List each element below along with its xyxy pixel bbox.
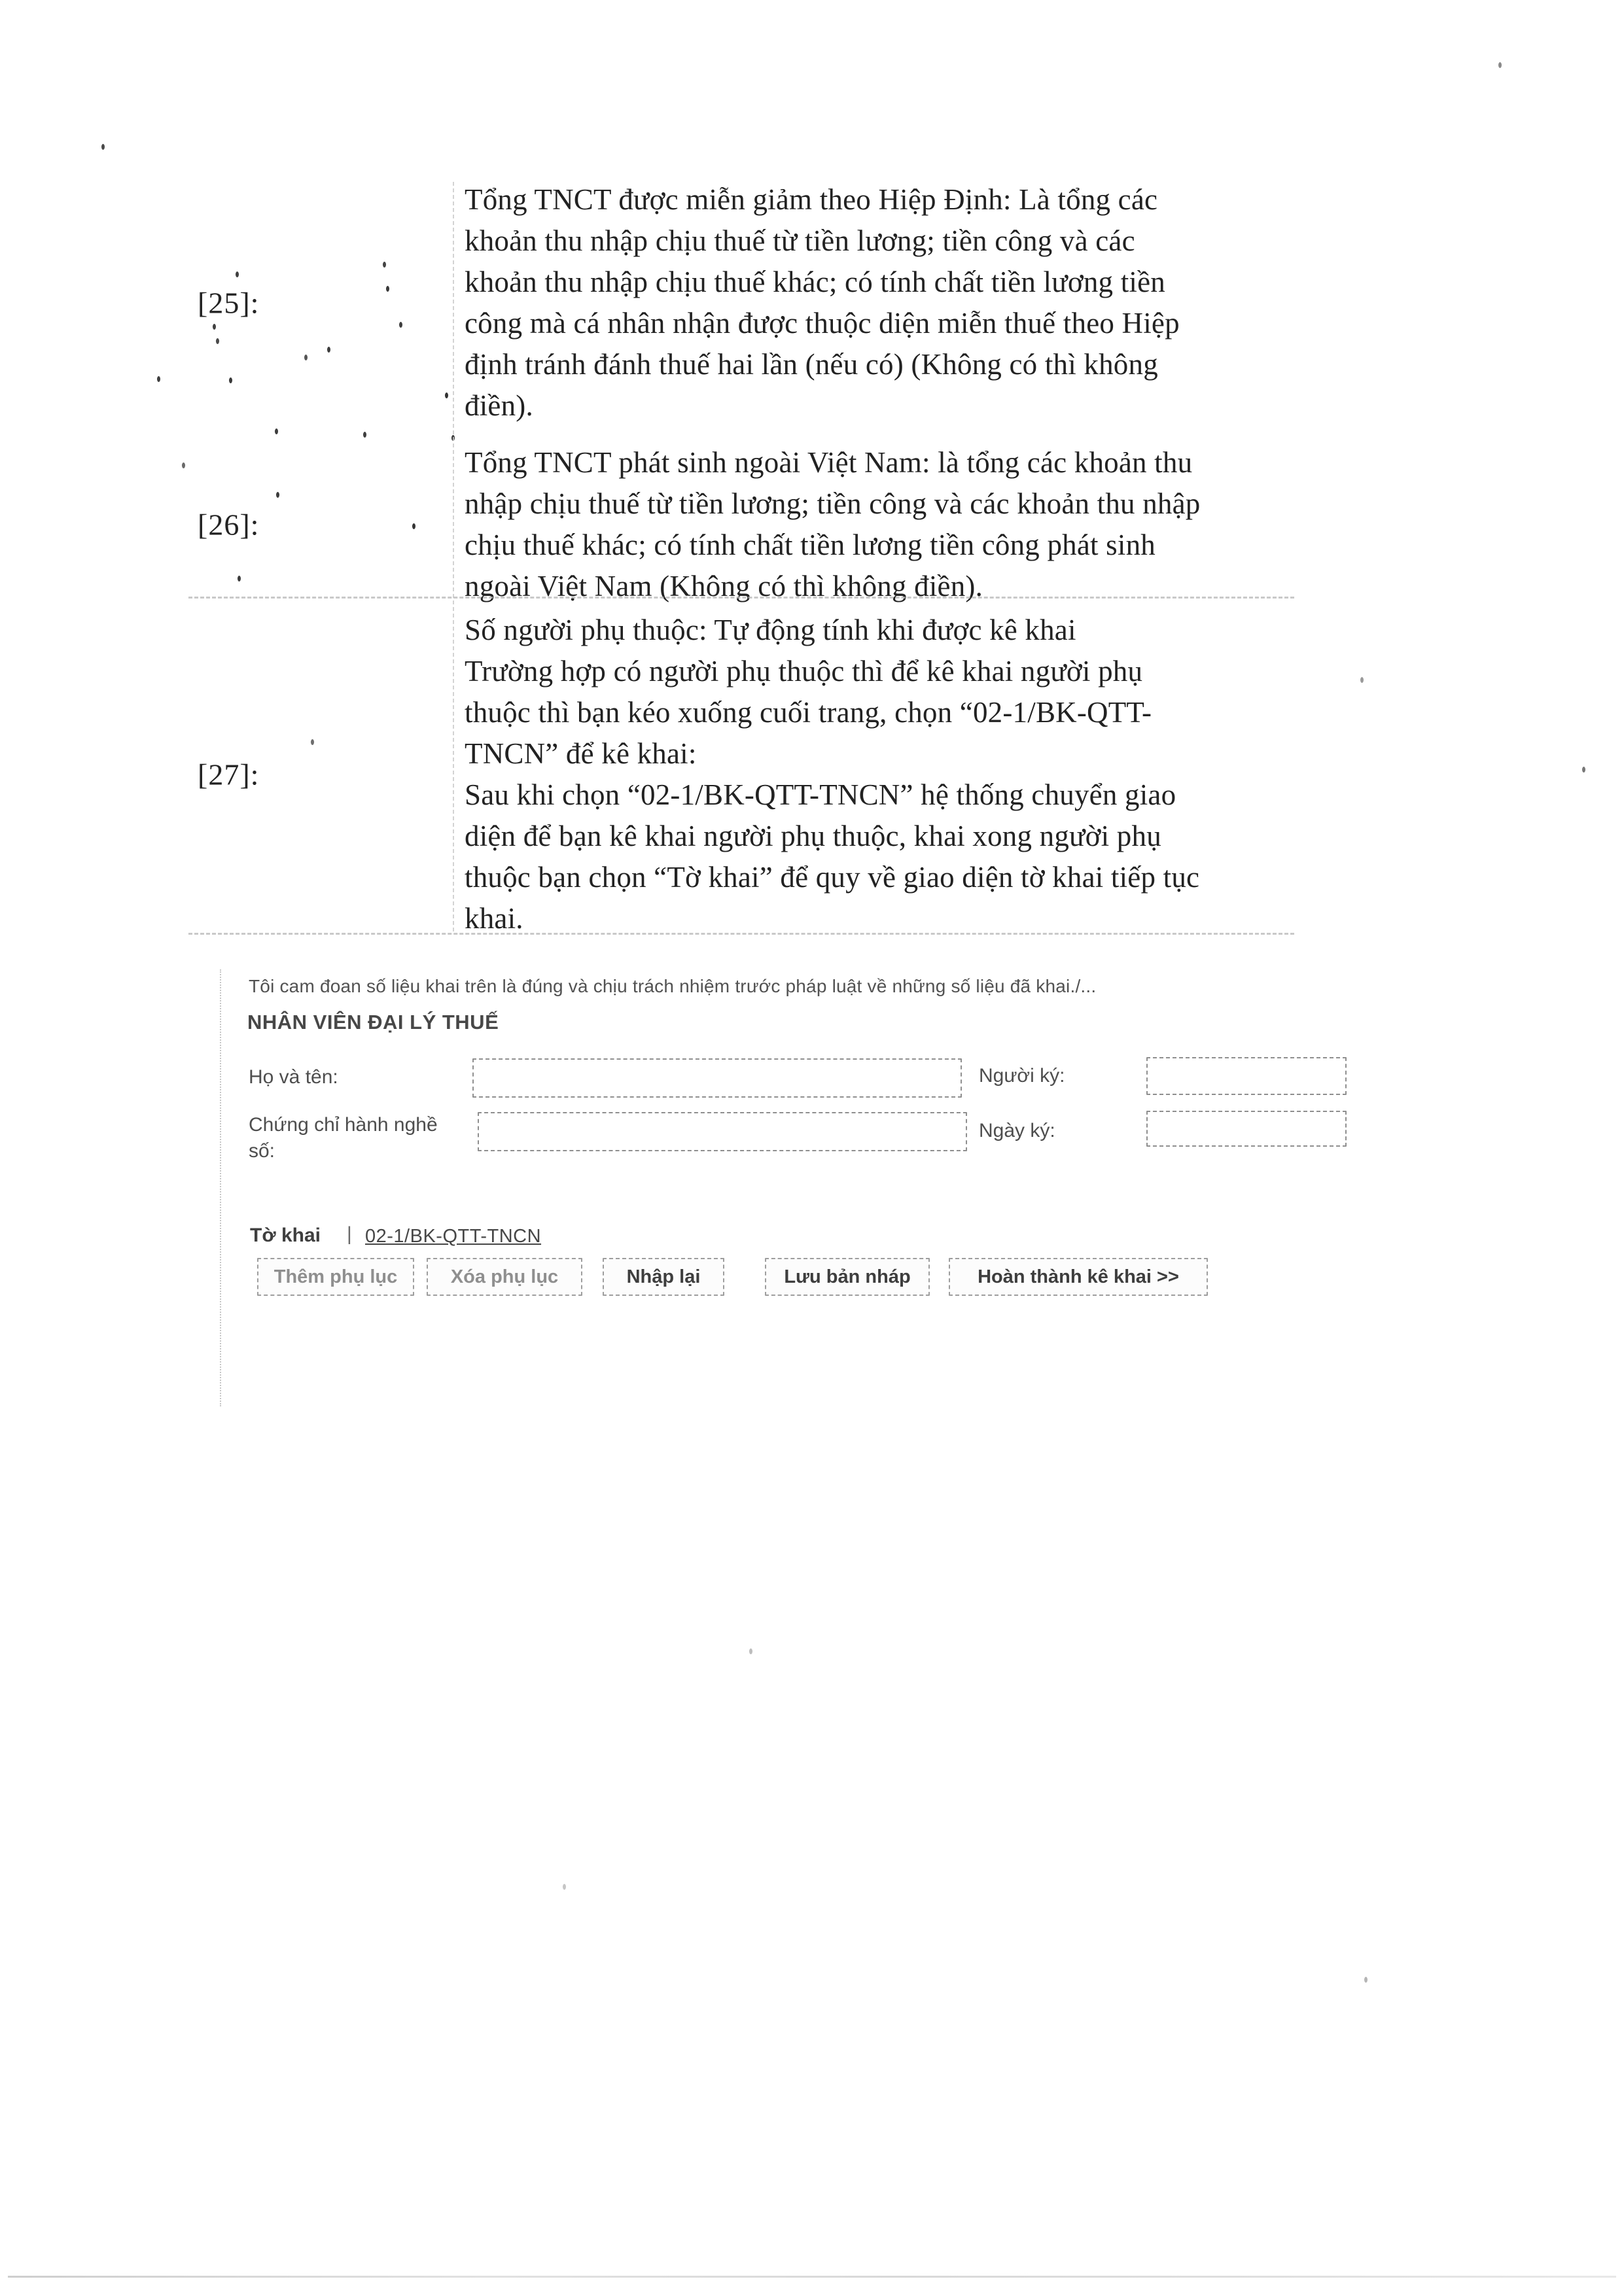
text-line: chịu thuế khác; có tính chất tiền lương tiền công phát sinh xyxy=(465,529,1156,561)
item-number: [27]: xyxy=(198,757,260,791)
to-khai-appendix-link[interactable]: 02-1/BK-QTT-TNCN xyxy=(365,1226,542,1247)
text-line: nhập chịu thuế từ tiền lương; tiền công và các khoản thu nhập xyxy=(465,487,1201,520)
text-line: diện để bạn kê khai người phụ thuộc, khai xong người phụ xyxy=(465,820,1161,852)
chung-chi-label: Chứng chỉ hành nghề số: xyxy=(249,1114,438,1162)
ho-va-ten-label: Họ và tên: xyxy=(249,1066,338,1088)
text-line: Sau khi chọn “02-1/BK-QTT-TNCN” hệ thống chuyển giao xyxy=(465,778,1176,811)
hoan-thanh-ke-khai-button[interactable]: Hoàn thành kê khai >> xyxy=(949,1258,1208,1296)
to-khai-pipe: | xyxy=(347,1223,352,1245)
text-line: điền). xyxy=(465,389,533,422)
to-khai-label: Tờ khai xyxy=(250,1225,321,1246)
scan-edge-line xyxy=(220,969,221,1406)
ho-va-ten-input[interactable] xyxy=(472,1058,962,1098)
nhap-lai-button[interactable]: Nhập lại xyxy=(603,1258,724,1296)
chung-chi-input[interactable] xyxy=(478,1112,967,1151)
item-number: [26]: xyxy=(198,508,260,542)
text-line: Tổng TNCT được miễn giảm theo Hiệp Định: Là tổng các xyxy=(465,183,1158,216)
ngay-ky-label: Ngày ký: xyxy=(979,1120,1055,1141)
xoa-phu-luc-button[interactable]: Xóa phụ lục xyxy=(427,1258,582,1296)
text-line: ngoài Việt Nam (Không có thì không điền). xyxy=(465,570,983,602)
text-line: Trường hợp có người phụ thuộc thì để kê khai người phụ xyxy=(465,655,1143,687)
text-line: thuộc thì bạn kéo xuống cuối trang, chọn “02-1/BK-QTT- xyxy=(465,696,1152,729)
page-bottom-scan-line xyxy=(8,2276,1616,2278)
nguoi-ky-input[interactable] xyxy=(1146,1057,1347,1095)
text-line: Tổng TNCT phát sinh ngoài Việt Nam: là tổng các khoản thu xyxy=(465,446,1193,479)
ngay-ky-input[interactable] xyxy=(1146,1111,1347,1147)
text-line: TNCN” để kê khai: xyxy=(465,737,697,770)
item-number: [25]: xyxy=(198,286,260,320)
text-line: khoản thu nhập chịu thuế khác; có tính chất tiền lương tiền xyxy=(465,266,1165,298)
text-line: khoản thu nhập chịu thuế từ tiền lương; tiền công và các xyxy=(465,224,1135,257)
section-title: NHÂN VIÊN ĐẠI LÝ THUẾ xyxy=(247,1011,499,1034)
nguoi-ky-label: Người ký: xyxy=(979,1065,1065,1087)
text-line: định tránh đánh thuế hai lần (nếu có) (Không có thì không xyxy=(465,348,1158,381)
text-line: khai. xyxy=(465,902,523,935)
text-line: công mà cá nhân nhận được thuộc diện miễn thuế theo Hiệp xyxy=(465,307,1180,339)
text-line: thuộc bạn chọn “Tờ khai” để quy về giao diện tờ khai tiếp tục xyxy=(465,861,1200,894)
them-phu-luc-button[interactable]: Thêm phụ lục xyxy=(257,1258,414,1296)
commitment-statement: Tôi cam đoan số liệu khai trên là đúng và chịu trách nhiệm trước pháp luật về những số liệu đã khai./... xyxy=(249,976,1097,996)
luu-ban-nhap-button[interactable]: Lưu bản nháp xyxy=(765,1258,930,1296)
text-line: Số người phụ thuộc: Tự động tính khi được kê khai xyxy=(465,614,1076,646)
